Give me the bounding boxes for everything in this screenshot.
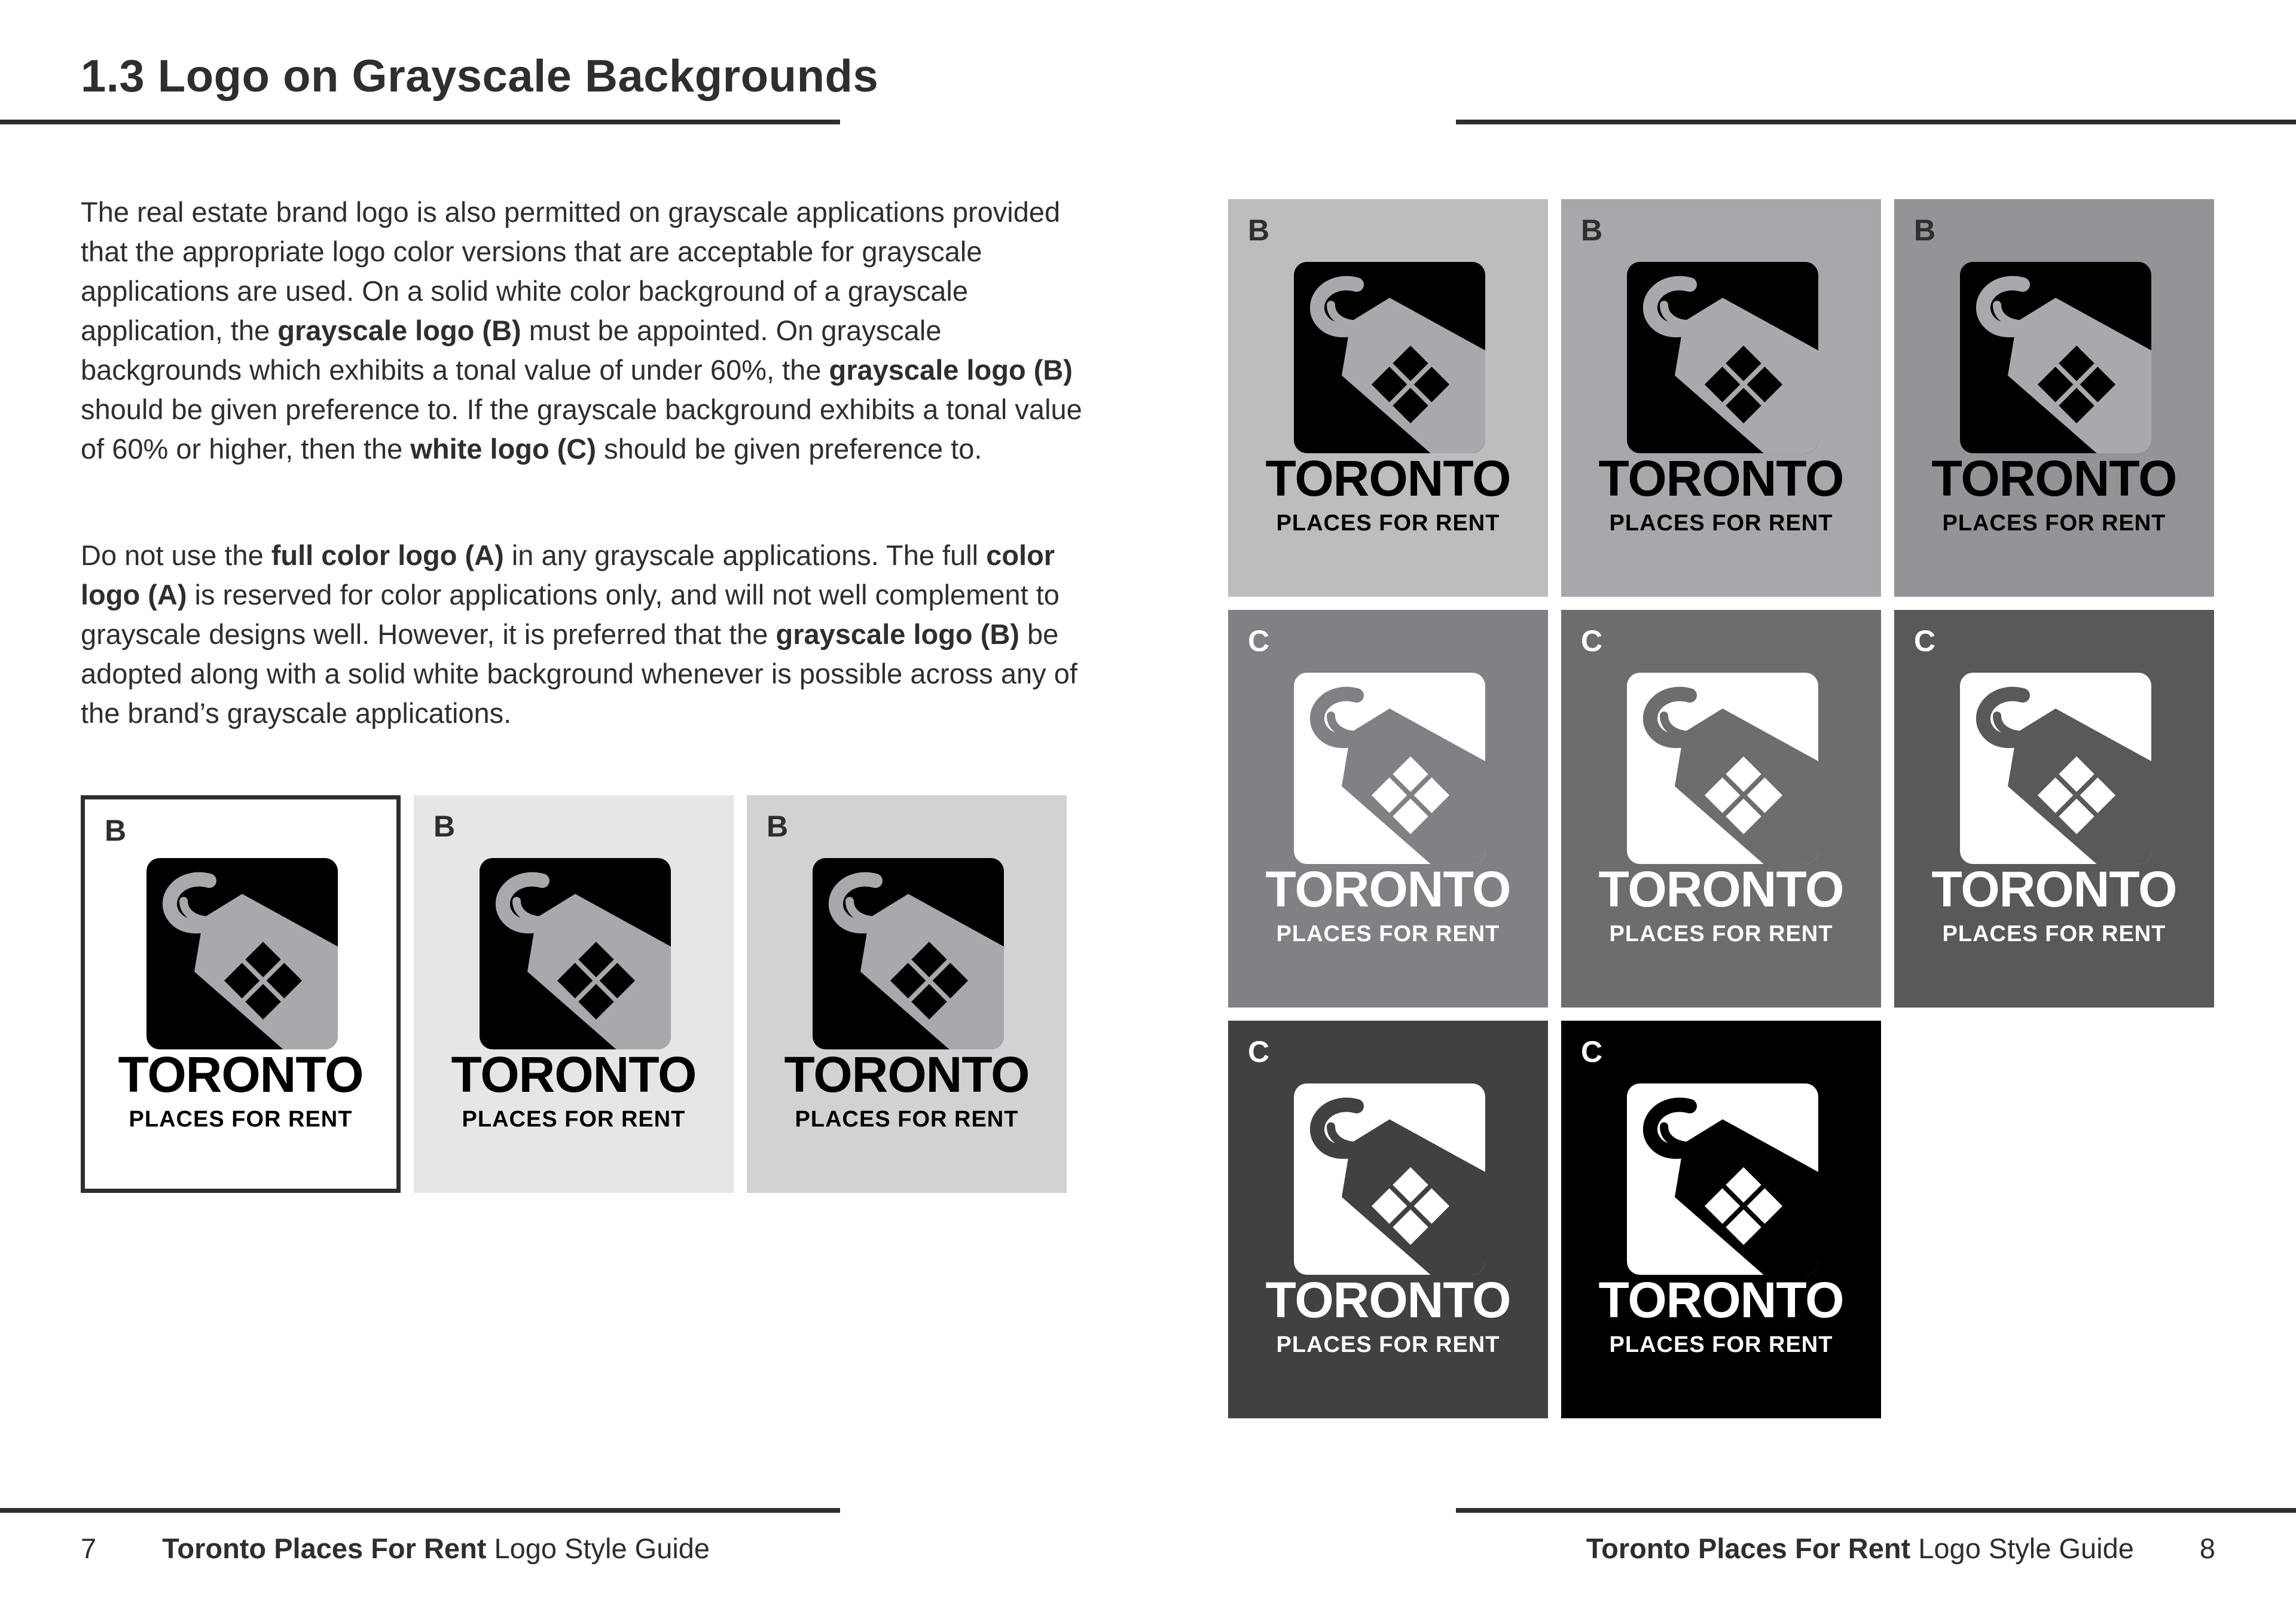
footer-rule-right (1456, 1508, 2296, 1513)
logo-wordmark: TORONTO (784, 1046, 1030, 1103)
bold-text: grayscale logo (B) (829, 354, 1073, 386)
footer-brand-right: Toronto Places For Rent (1586, 1533, 1911, 1564)
logo-tile (81, 795, 401, 1193)
price-tag-house-icon (1627, 673, 1818, 864)
logo-wordmark: TORONTO (1265, 1272, 1511, 1328)
variant-label: C (1914, 624, 1936, 658)
bold-text: full color logo (A) (271, 539, 504, 571)
logo-tagline: PLACES FOR RENT (795, 1107, 1019, 1132)
logo-wordmark: TORONTO (1598, 861, 1844, 917)
logo-tagline: PLACES FOR RENT (1276, 921, 1500, 947)
variant-label: C (1581, 624, 1603, 658)
variant-label: B (767, 810, 789, 843)
price-tag-house-icon (1960, 262, 2151, 453)
bold-text: grayscale logo (B) (775, 618, 1019, 650)
body-paragraph-1 (81, 193, 1097, 469)
logo-tagline: PLACES FOR RENT (1609, 511, 1833, 536)
header-rule-left (0, 120, 840, 124)
footer-right (1586, 1531, 2215, 1567)
page-number-left: 7 (81, 1533, 97, 1564)
text-run: Do not use the (81, 539, 271, 571)
logo-tile (1228, 610, 1548, 1008)
text-run: in any grayscale applications. The full (503, 539, 987, 571)
variant-label: C (1581, 1035, 1603, 1069)
logo-wordmark: TORONTO (1931, 861, 2177, 917)
bold-text: white logo (C) (410, 433, 597, 465)
header-rule-right (1456, 120, 2296, 124)
text-run: should be given preference to. (596, 433, 982, 465)
price-tag-house-icon (480, 858, 671, 1049)
logo-wordmark: TORONTO (451, 1046, 697, 1103)
variant-label: B (1581, 213, 1603, 247)
logo-tile (1561, 610, 1881, 1008)
page-title: 1.3 Logo on Grayscale Backgrounds (81, 51, 879, 102)
logo-tile (1228, 199, 1548, 597)
price-tag-house-icon (1627, 262, 1818, 453)
price-tag-house-icon (1294, 673, 1485, 864)
text-run: The real estate brand logo is also permitted on grayscale applications provided that the appropriate logo color versions that are acceptable for grayscale applications are used. On a solid white color background of a grayscale application, the (81, 196, 1061, 346)
logo-tagline: PLACES FOR RENT (1609, 921, 1833, 947)
logo-wordmark: TORONTO (1598, 450, 1844, 506)
body-paragraph-2 (81, 536, 1097, 733)
logo-tagline: PLACES FOR RENT (1942, 921, 2166, 947)
logo-wordmark: TORONTO (118, 1046, 364, 1103)
text-run: is reserved for color applications only, and will not well complement to grayscale designs well. However, it is preferred that the (81, 579, 1060, 650)
logo-tile (414, 795, 734, 1193)
logo-wordmark: TORONTO (1931, 450, 2177, 506)
price-tag-house-icon (1627, 1083, 1818, 1275)
logo-tagline: PLACES FOR RENT (1942, 511, 2166, 536)
logo-wordmark: TORONTO (1265, 861, 1511, 917)
price-tag-house-icon (146, 858, 338, 1049)
page-number-right: 8 (2199, 1533, 2215, 1564)
price-tag-house-icon (1294, 1083, 1485, 1275)
bold-text: grayscale logo (B) (277, 315, 521, 346)
logo-tile (1894, 199, 2214, 597)
footer-left (81, 1531, 710, 1567)
logo-tagline: PLACES FOR RENT (462, 1107, 686, 1132)
footer-brand-left: Toronto Places For Rent (162, 1533, 487, 1564)
variant-label: B (1248, 213, 1270, 247)
logo-tile (1561, 199, 1881, 597)
logo-tagline: PLACES FOR RENT (1276, 1332, 1500, 1357)
bold-text: color logo (A) (81, 539, 1055, 610)
price-tag-house-icon (813, 858, 1004, 1049)
variant-label: B (433, 810, 456, 843)
logo-tile (747, 795, 1067, 1193)
footer-rule-left (0, 1508, 840, 1513)
footer-guide-right: Logo Style Guide (1910, 1533, 2134, 1564)
logo-tile (1894, 610, 2214, 1008)
text-run: should be given preference to. If the grayscale background exhibits a tonal value of 60% or higher, then the (81, 393, 1082, 465)
price-tag-house-icon (1294, 262, 1485, 453)
logo-wordmark: TORONTO (1265, 450, 1511, 506)
text-run: be adopted along with a solid white background whenever is possible across any of the brand’s grayscale applications. (81, 618, 1077, 729)
text-run: must be appointed. On grayscale backgrounds which exhibits a tonal value of under 60%, the (81, 315, 942, 386)
logo-tagline: PLACES FOR RENT (1276, 511, 1500, 536)
footer-guide-left: Logo Style Guide (486, 1533, 710, 1564)
logo-tile (1228, 1021, 1548, 1418)
logo-tagline: PLACES FOR RENT (129, 1107, 353, 1132)
logo-tagline: PLACES FOR RENT (1609, 1332, 1833, 1357)
logo-tile (1561, 1021, 1881, 1418)
variant-label: B (105, 814, 127, 847)
variant-label: C (1248, 624, 1270, 658)
variant-label: B (1914, 213, 1936, 247)
logo-wordmark: TORONTO (1598, 1272, 1844, 1328)
variant-label: C (1248, 1035, 1270, 1069)
price-tag-house-icon (1960, 673, 2151, 864)
